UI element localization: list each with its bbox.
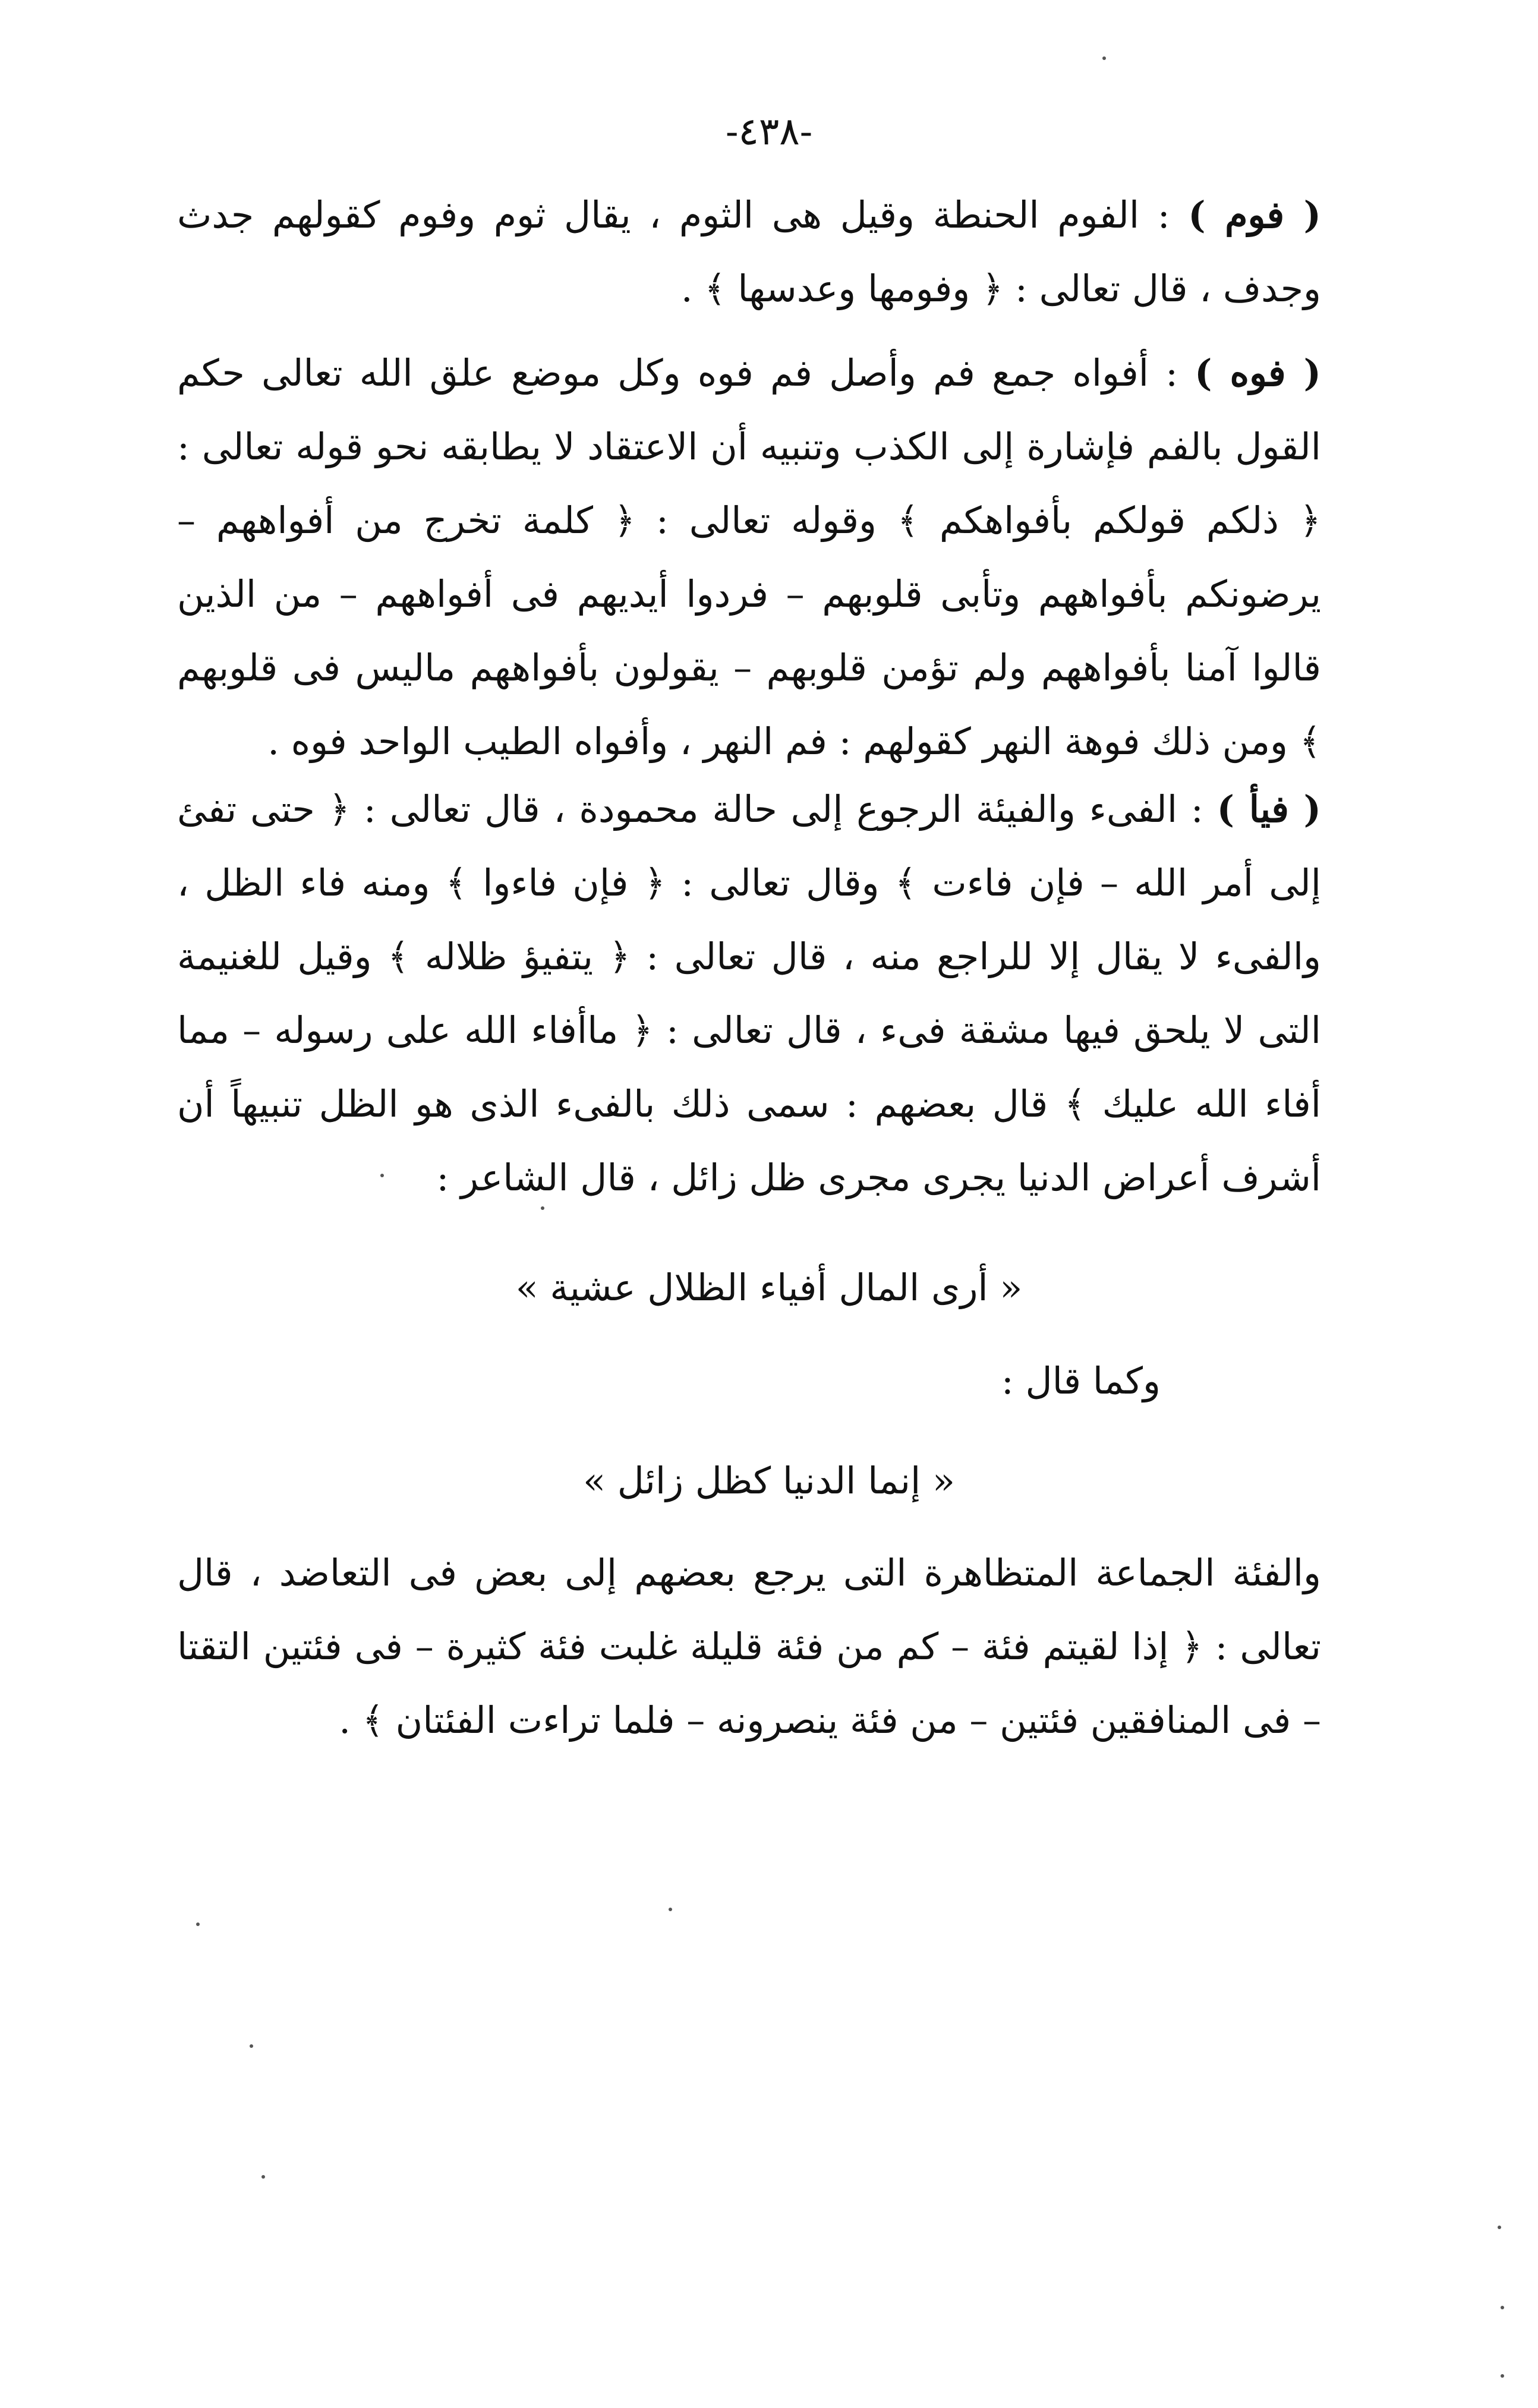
entry-fawm xyxy=(177,178,1321,326)
entry-text: : أفواه جمع فم وأصل فم فوه وكل موضع علق الله تعالى حكم القول بالفم فإشارة إلى الكذب وتنبيه أن الاعتقاد لا يطابقه نحو قوله تعالى : ﴿ ذلكم قولكم بأفواهكم ﴾ وقوله تعالى : ﴿ كلمة تخرج من أفواههم – يرضونكم بأفواههم وتأبى قلوبهم – فردوا أيديهم فى أفواههم – من الذين قالوا آمنا بأفواههم ولم تؤمن قلوبهم – يقولون بأفواههم ماليس فى قلوبهم ﴾ ومن ذلك فوهة النهر كقولهم : فم النهر ، وأفواه الطيب الواحد فوه . xyxy=(177,351,1321,763)
page-number: -٤٣٨- xyxy=(725,110,813,154)
entry-paragraph xyxy=(177,336,1321,778)
poetry-verse: « أرى المال أفياء الظلال عشية » xyxy=(515,1266,1023,1309)
entry-text: : الفوم الحنطة وقيل هى الثوم ، يقال ثوم وفوم كقولهم جدث وجدف ، قال تعالى : ﴿ وفومها وعدسها ﴾ . xyxy=(177,193,1321,310)
scan-speck xyxy=(250,2044,253,2048)
entry-paragraph xyxy=(177,773,1321,1215)
scan-speck xyxy=(669,1908,672,1911)
entry-lemma: ( فوه ) xyxy=(1195,351,1321,395)
entry-lemma: ( فوم ) xyxy=(1188,193,1321,237)
scan-speck xyxy=(380,1174,384,1177)
entry-paragraph: والفئة الجماعة المتظاهرة التى يرجع بعضهم إلى بعض فى التعاضد ، قال تعالى : ﴿ إذا لقيتم فئة – كم من فئة قليلة غلبت فئة كثيرة – فى فئتين التقتا – فى المنافقين فئتين – من فئة ينصرونه – فلما تراءت الفئتان ﴾ . xyxy=(177,1551,1321,1742)
scan-speck xyxy=(1501,2374,1504,2378)
entry-fawh xyxy=(177,336,1321,778)
scan-speck xyxy=(541,1206,544,1210)
scan-speck xyxy=(261,2175,265,2179)
poetry-verse: « إنما الدنيا كظل زائل » xyxy=(583,1459,955,1502)
scan-speck xyxy=(196,1922,200,1926)
entry-paragraph xyxy=(177,178,1321,326)
scan-speck xyxy=(1102,56,1106,60)
scan-speck xyxy=(1501,2306,1504,2309)
entry-text: : الفىء والفيئة الرجوع إلى حالة محمودة ، قال تعالى : ﴿ حتى تفئ إلى أمر الله – فإن فاءت ﴾ وقال تعالى : ﴿ فإن فاءوا ﴾ ومنه فاء الظل ، والفىء لا يقال إلا للراجع منه ، قال تعالى : ﴿ يتفيؤ ظلاله ﴾ وقيل للغنيمة التى لا يلحق فيها مشقة فىء ، قال تعالى : ﴿ ماأفاء الله على رسوله – مما أفاء الله عليك ﴾ قال بعضهم : سمى ذلك بالفىء الذى هو الظل تنبيهاً أن أشرف أعراض الدنيا يجرى مجرى ظل زائل ، قال الشاعر : xyxy=(177,787,1321,1199)
entry-fiah xyxy=(177,1536,1321,1757)
scan-speck xyxy=(1498,2226,1501,2229)
entry-lemma: ( فيأ ) xyxy=(1216,787,1322,831)
transition-phrase: وكما قال : xyxy=(1001,1359,1161,1402)
entry-fayaa xyxy=(177,773,1321,1215)
